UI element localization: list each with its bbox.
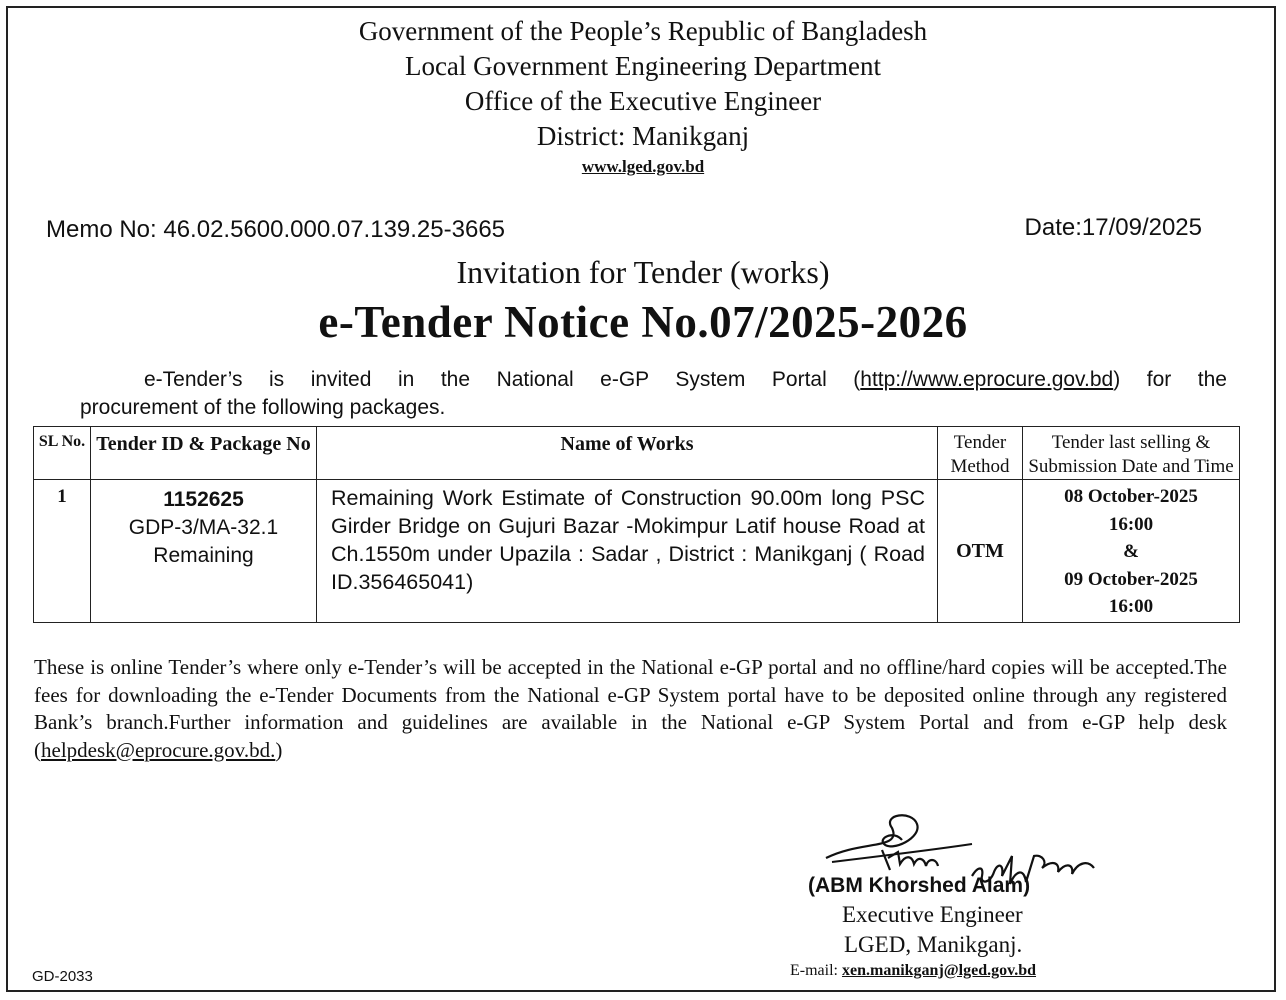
- row-tender-id: [91, 480, 317, 623]
- header-office: Office of the Executive Engineer: [464, 86, 822, 116]
- helpdesk-email-link[interactable]: helpdesk@eprocure.gov.bd.: [41, 737, 276, 762]
- signatory-email-link[interactable]: xen.manikganj@lged.gov.bd: [841, 962, 1037, 979]
- selling-date: 08 October-2025: [1064, 486, 1198, 507]
- header-department: Local Government Engineering Department: [404, 51, 882, 81]
- row-name-of-works: Remaining Work Estimate of Construction 90.00m long PSC Girder Bridge on Gujuri Bazar -Mokimpur Latif house Road at Ch.1550m under Upazila : Sadar , District : Manikganj ( Road ID.356465041): [317, 480, 938, 623]
- header-submission-date: Tender last selling & Submission Date and Time: [1023, 427, 1240, 480]
- submission-time: 16:00: [1108, 596, 1154, 617]
- header-tender-id: Tender ID & Package No: [91, 427, 317, 480]
- header-tender-method: Tender Method: [938, 427, 1023, 480]
- invitation-title: Invitation for Tender (works): [456, 254, 830, 290]
- signatory-email: [790, 962, 1036, 980]
- eprocure-link[interactable]: http://www.eprocure.gov.bd: [860, 368, 1114, 391]
- table-header-row: [34, 427, 1240, 480]
- footer-text: These is online Tender’s where only e-Tender’s will be accepted in the National e-GP portal and no offline/hard copies will be accepted.The fees for downloading the e-Tender Documents from the National e-GP System portal have to be deposited online through any registered Bank’s branch.Further information and guidelines are available in the National e-GP System Portal and from e-GP help desk (: [34, 655, 1227, 762]
- signatory-name: (ABM Khorshed Alam): [808, 874, 1031, 897]
- header-website-link[interactable]: www.lged.gov.bd: [581, 157, 705, 176]
- row-sl: 1: [34, 480, 91, 623]
- memo-date: Date:17/09/2025: [1024, 214, 1202, 241]
- row-dates: [1023, 480, 1240, 623]
- header-name-of-works: Name of Works: [317, 427, 938, 480]
- selling-time: 16:00: [1108, 513, 1154, 535]
- submission-date: 09 October-2025: [1064, 568, 1198, 590]
- email-label: E-mail:: [790, 962, 842, 979]
- package-note: Remaining: [153, 544, 254, 567]
- table-row: [34, 480, 1240, 623]
- ampersand: &: [1123, 541, 1139, 562]
- header-government: Government of the People’s Republic of Bangladesh: [358, 16, 928, 46]
- notice-title: e-Tender Notice No.07/2025-2026: [318, 297, 968, 347]
- tender-table: [33, 426, 1240, 623]
- signatory-designation: Executive Engineer: [842, 902, 1023, 927]
- intro-text-after: ) for the: [1113, 368, 1227, 391]
- footer-paragraph: [34, 654, 1227, 764]
- tender-id: 1152625: [163, 488, 244, 511]
- package-no: GDP-3/MA-32.1: [128, 516, 279, 539]
- footer-text-end: ): [275, 737, 283, 762]
- header-district: District: Manikganj: [536, 121, 750, 151]
- header-sl: SL No.: [34, 427, 91, 480]
- row-tender-method: OTM: [938, 480, 1023, 623]
- intro-paragraph: [80, 366, 1227, 422]
- signatory-office: LGED, Manikganj.: [844, 932, 1023, 957]
- intro-text: e-Tender’s is invited in the National e-GP System Portal (: [144, 368, 861, 391]
- document-code: GD-2033: [32, 968, 93, 985]
- memo-number: Memo No: 46.02.5600.000.07.139.25-3665: [46, 216, 506, 243]
- intro-line2: procurement of the following packages.: [80, 396, 446, 419]
